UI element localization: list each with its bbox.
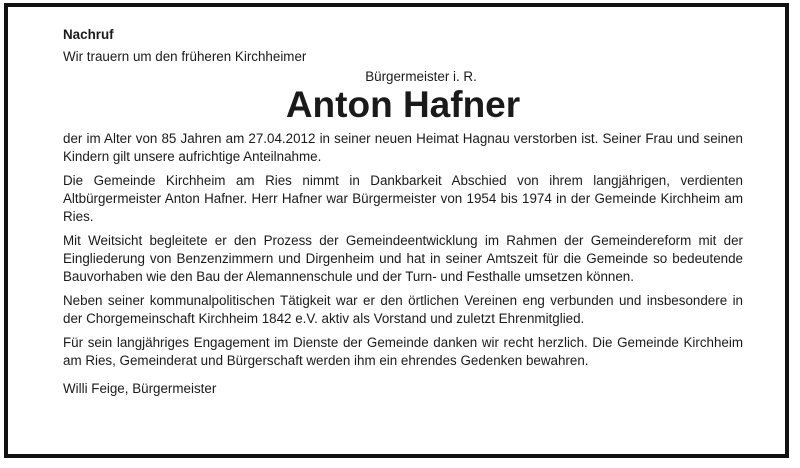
pretitle: Bürgermeister i. R. — [365, 69, 477, 84]
paragraph-3: Mit Weitsicht begleitete er den Prozess der Gemeindeentwicklung im Rahmen der Gemeindereform mit der Eingliederung von Benzenzimmern und Dirgenheim und hat in seiner Amtszeit für die Gemeinde so bedeutende Bauvorhaben wie den Bau der Alemannenschule und der Turn- und Festhalle umsetzen können. — [63, 233, 743, 284]
heading: Nachruf — [63, 27, 114, 42]
signature: Willi Feige, Bürgermeister — [63, 381, 217, 396]
intro-line: Wir trauern um den früheren Kirchheimer — [63, 49, 307, 64]
paragraph-4: Neben seiner kommunalpolitischen Tätigkeit war er den örtlichen Vereinen eng verbunden und insbesondere in der Chorgemeinschaft Kirchheim 1842 e.V. aktiv als Vorstand und zuletzt Ehrenmitglied. — [63, 293, 743, 326]
obituary-content — [63, 26, 743, 404]
paragraph-5: Für sein langjähriges Engagement im Dienste der Gemeinde danken wir recht herzlich. Die Gemeinde Kirchheim am Ries, Gemeinderat und Bürgerschaft werden ihm ein ehrendes Gedenken bewahren. — [63, 335, 743, 368]
deceased-name: Anton Hafner — [285, 84, 521, 125]
title-block — [63, 69, 743, 125]
obituary-frame — [4, 3, 789, 458]
paragraph-1: der im Alter von 85 Jahren am 27.04.2012 in seiner neuen Heimat Hagnau verstorben ist. Seiner Frau und seinen Kindern gilt unsere aufrichtige Anteilnahme. — [63, 131, 743, 164]
paragraph-2: Die Gemeinde Kirchheim am Ries nimmt in Dankbarkeit Abschied von ihrem langjährigen, verdienten Altbürgermeister Anton Hafner. Herr Hafner war Bürgermeister von 1954 bis 1974 in der Gemeinde Kirchheim am Ries. — [63, 173, 743, 224]
